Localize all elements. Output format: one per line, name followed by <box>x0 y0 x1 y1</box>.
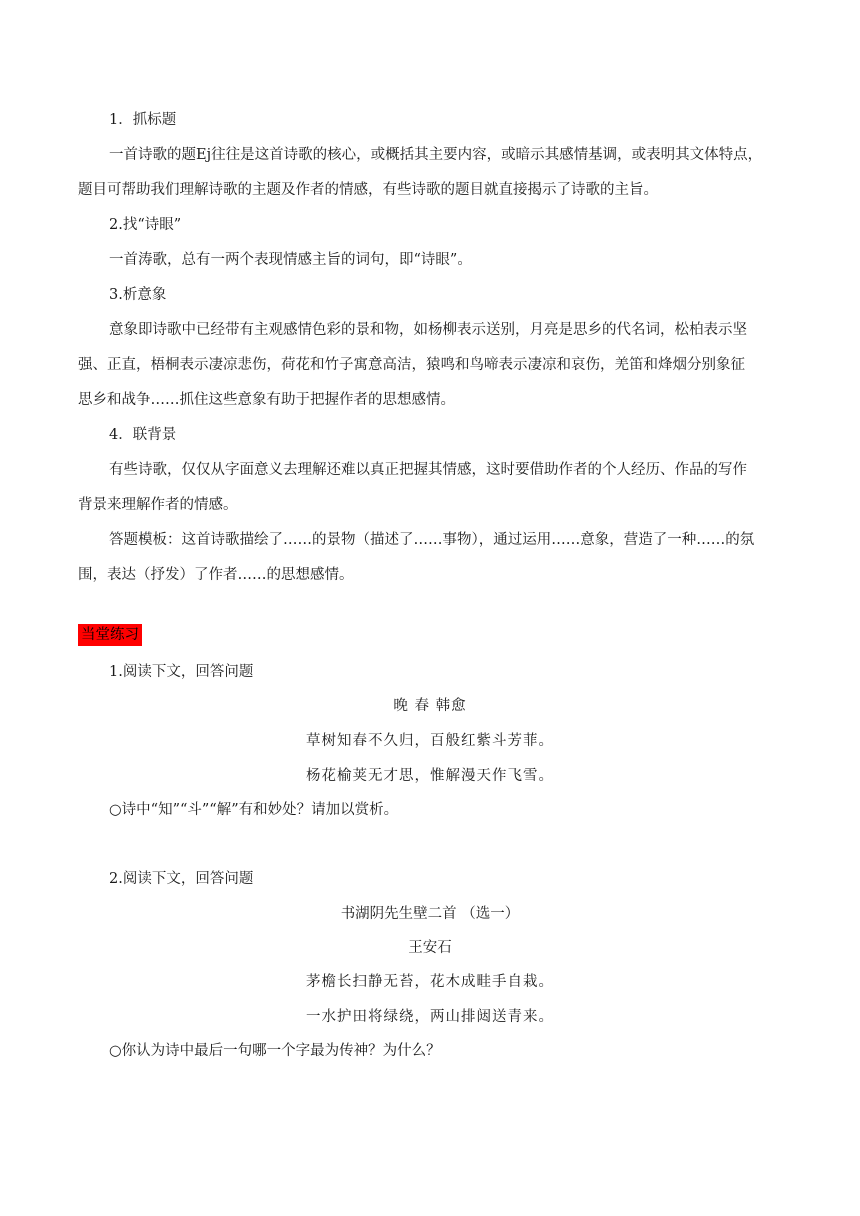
q1-poem-line1: 草树知春不久归，百般红紫斗芳菲。 <box>306 733 554 749</box>
method4-paragraph-line2: 背景来理解作者的情感。 <box>78 497 238 513</box>
answer-template-line1: 答题模板：这首诗歌描绘了……的景物（描述了……事物），通过运用……意象，营造了一种……的氛 <box>109 532 755 548</box>
practice-section-badge: 当堂练习 <box>78 624 142 646</box>
method1-paragraph-line2: 题目可帮助我们理解诗歌的主题及作者的情感，有些诗歌的题目就直接揭示了诗歌的主旨。 <box>78 182 658 198</box>
q2-poem-title: 书湖阴先生壁二首 （选一） <box>340 906 520 922</box>
answer-template-line2: 围，表达（抒发）了作者……的思想感情。 <box>78 567 354 583</box>
method3-paragraph-line3: 思乡和战争……抓住这些意象有助于把握作者的思想感情。 <box>78 392 455 408</box>
method3-paragraph-line2: 强、正直，梧桐表示凄凉悲伤，荷花和竹子寓意高洁，猿鸣和鸟啼表示凄凉和哀伤，羌笛和烽烟分别象征 <box>78 357 745 373</box>
q2-question: ○你认为诗中最后一句哪一个字最为传神？为什么？ <box>109 1043 441 1059</box>
method4-paragraph-line1: 有些诗歌，仅仅从字面意义去理解还难以真正把握其情感，这时要借助作者的个人经历、作品的写作 <box>109 462 747 478</box>
method2-paragraph-line1: 一首涛歌，总有一两个表现情感主旨的词句，即“诗眼”。 <box>109 252 472 268</box>
q2-prompt: 2.阅读下文，回答问题 <box>109 871 254 887</box>
method3-paragraph-line1: 意象即诗歌中已经带有主观感情色彩的景和物，如杨柳表示送别，月亮是思乡的代名词，松柏表示坚 <box>109 322 747 338</box>
q2-poem-line2: 一水护田将绿绕，两山排闼送青来。 <box>306 1009 554 1025</box>
q1-poem-title: 晚 春 韩愈 <box>393 698 467 714</box>
method3-heading: 3.析意象 <box>109 287 167 303</box>
method2-heading: 2.找“诗眼” <box>109 217 182 233</box>
method1-heading: 1．抓标题 <box>109 112 177 128</box>
method4-heading: 4．联背景 <box>109 427 177 443</box>
q2-poem-author: 王安石 <box>408 940 452 956</box>
q2-poem-line1: 茅檐长扫静无苔，花木成畦手自栽。 <box>306 974 554 990</box>
q1-question: ○诗中“知”“斗”“解”有和妙处？请加以赏析。 <box>109 802 399 818</box>
method1-paragraph-line1: 一首诗歌的题Ej往往是这首诗歌的核心，或概括其主要内容，或暗示其感情基调，或表明其文体特点， <box>109 147 763 163</box>
q1-prompt: 1.阅读下文，回答问题 <box>109 664 254 680</box>
q1-poem-line2: 杨花榆荚无才思，惟解漫天作飞雪。 <box>306 768 554 784</box>
